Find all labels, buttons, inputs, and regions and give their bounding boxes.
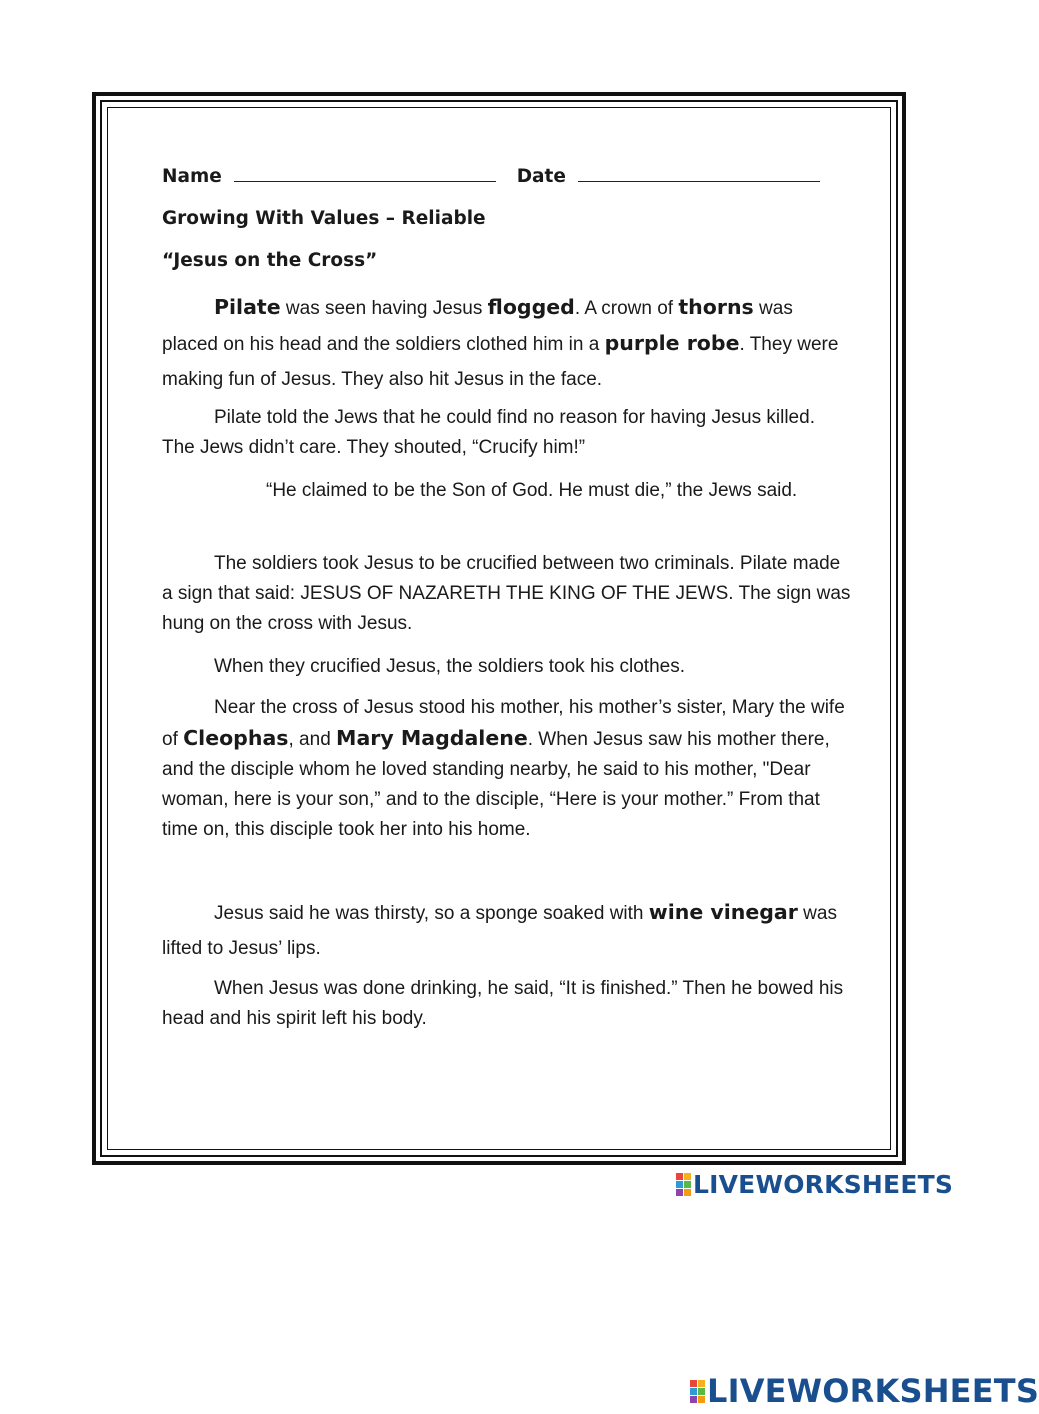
worksheet-subtitle: Growing With Values – Reliable [162,208,486,229]
paragraph-2: Pilate told the Jews that he could find no reason for having Jesus killed. The Jews didn’t care. They shouted, “Crucify him!” [162,407,815,458]
keyword: flogged [487,295,575,319]
paragraph-6: Near the cross of Jesus stood his mother, his mother’s sister, Mary the wife of Cleophas, and Mary Magdalene. When Jesus saw his mother there, and the disciple whom he loved standing nearby, he said to his mother, "Dear woman, here is your son,” and to the disciple, “Here is your mother.” From that time on, this disciple took her into his home. [162,697,845,840]
logo-blocks-icon [690,1380,705,1403]
liveworksheets-logo [676,1170,953,1199]
date-field[interactable] [578,167,820,182]
worksheet-title: “Jesus on the Cross” [162,250,378,271]
keyword: wine vinegar [648,900,798,924]
name-date-row [162,162,820,192]
paragraph-5: When they crucified Jesus, the soldiers took his clothes. [214,656,686,677]
keyword: purple robe [604,331,740,355]
logo-text: LIVEWORKSHEETS [693,1170,954,1199]
keyword: thorns [678,295,754,319]
name-field[interactable] [234,167,496,182]
date-label: Date [516,166,566,187]
paragraph-4: The soldiers took Jesus to be crucified between two criminals. Pilate made a sign that said: JESUS OF NAZARETH THE KING OF THE JEWS. The sign was hung on the cross with Jesus. [162,553,851,634]
logo-text: LIVEWORKSHEETS [707,1372,1039,1410]
name-label: Name [162,166,222,187]
keyword: Cleophas [183,726,289,750]
keyword: Mary Magdalene [336,726,528,750]
paragraph-8: When Jesus was done drinking, he said, “It is finished.” Then he bowed his head and his spirit left his body. [162,978,844,1029]
logo-blocks-icon [676,1173,691,1196]
keyword: Pilate [214,295,281,319]
paragraph-3: “He claimed to be the Son of God. He must die,” the Jews said. [266,480,798,501]
paragraph-1: Pilate was seen having Jesus flogged. A crown of thorns was placed on his head and the soldiers clothed him in a purple robe. They were making fun of Jesus. They also hit Jesus in the face. [162,295,839,390]
paragraph-7: Jesus said he was thirsty, so a sponge soaked with wine vinegar was lifted to Jesus’ lips. [162,900,837,959]
liveworksheets-logo-footer [690,1372,1039,1410]
